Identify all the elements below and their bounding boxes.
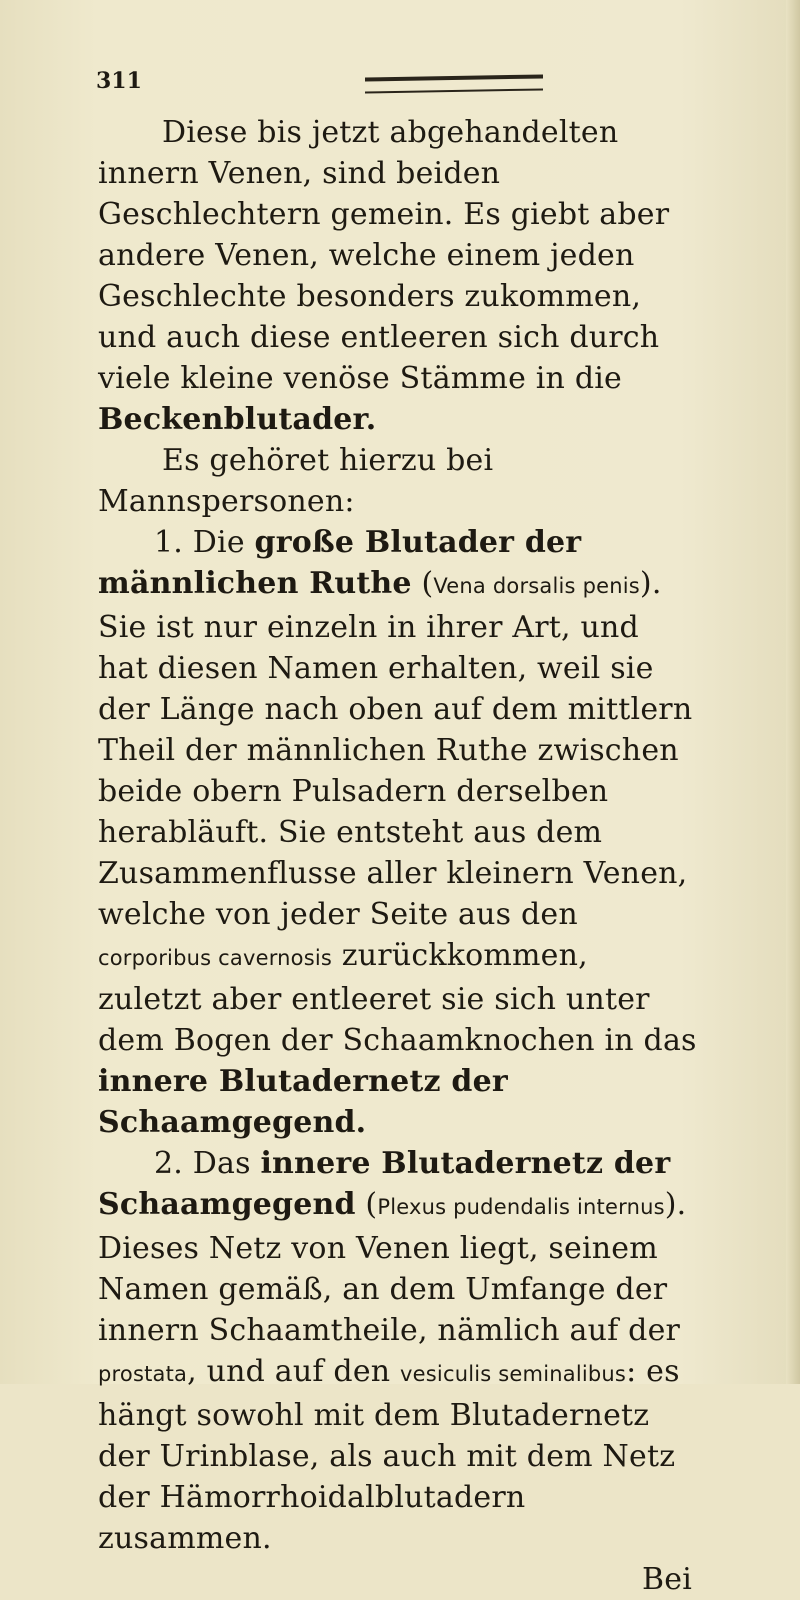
item2-number: 2. (154, 1146, 184, 1181)
item1-term: große Blutader der männlichen Ruthe (98, 525, 582, 601)
item2-term: innere Blutadernetz der Schaamgegend (98, 1146, 671, 1222)
item2-latin2: prostata (98, 1362, 188, 1386)
page-number: 311 (96, 68, 142, 94)
item-2: 2. Das innere Blutadernetz der Schaamgegend (Plexus pudendalis internus). Dieses Netz von Venen liegt, seinem Namen gemäß, an dem Umfange der innern Schaamtheile, nämlich auf der prostata, und auf den vesiculis seminalibus: es hängt sowohl mit dem Blutadernetz der Urinblase, als auch mit dem Netz der Hämorrhoidalblutadern zusammen. (98, 1146, 687, 1556)
item1-text-b: zurückkommen, zuletzt aber entleeret sie sich unter dem Bogen der Schaamknochen in das (98, 938, 697, 1058)
term-beckenblutader: Beckenblutader. (98, 402, 377, 437)
item2-article: Das (192, 1146, 261, 1181)
item1-text-a: ). Sie ist nur einzeln in ihrer Art, und hat diesen Namen erhalten, weil sie der Länge nach oben auf dem mittlern Theil der männlichen Ruthe zwischen beide obern Pulsadern derselben herabläuft. Sie entsteht aus dem Zusammenflusse aller kleinern Venen, welche von jeder Seite aus den (98, 566, 693, 932)
catchword: Bei (642, 1562, 692, 1597)
page-edge (786, 0, 800, 1384)
item2-latin: Plexus pudendalis internus (377, 1195, 665, 1219)
item2-text-a: ). Dieses Netz von Venen liegt, seinem Namen gemäß, an dem Umfange der innern Schaamtheile, nämlich auf der (98, 1187, 687, 1348)
item2-latin3: vesiculis seminalibus (400, 1362, 627, 1386)
paragraph-veins-intro (98, 112, 698, 440)
item1-latin: Vena dorsalis penis (433, 574, 640, 598)
paragraph-men-intro: Es gehöret hierzu bei Mannspersonen: (98, 443, 494, 519)
item1-latin2: corporibus cavernosis (98, 946, 333, 970)
paragraph1-lead: Diese bis jetzt abgehandelten innern Venen, sind beiden Geschlechtern gemein. Es giebt aber andere Venen, welche einem jeden Geschlechte besonders zukommen, und auch diese entleeren sich durch viele kleine venöse Stämme in die (98, 115, 670, 396)
body-text (98, 112, 698, 1600)
item1-number: 1. (154, 525, 184, 560)
item1-term2: innere Blutadernetz der Schaamgegend. (98, 1064, 508, 1140)
header-rule (365, 74, 543, 93)
item1-article: Die (192, 525, 255, 560)
item2-text-b: , und auf den (187, 1354, 401, 1389)
item-1: 1. Die große Blutader der männlichen Ruthe (Vena dorsalis penis). Sie ist nur einzeln in ihrer Art, und hat diesen Namen erhalten, weil sie der Länge nach oben auf dem mittlern Theil der männlichen Ruthe zwischen beide obern Pulsadern derselben herabläuft. Sie entsteht aus dem Zusammenflusse aller kleinern Venen, welche von jeder Seite aus den corporibus cavernosis zurückkommen, zuletzt aber entleeret sie sich unter dem Bogen der Schaamknochen in das innere Blutadernetz der Schaamgegend. (98, 525, 697, 1140)
item2-text-c: : es hängt sowohl mit dem Blutadernetz der Urinblase, als auch mit dem Netz der Hämorrhoidalblutadern zusammen. (98, 1354, 680, 1556)
